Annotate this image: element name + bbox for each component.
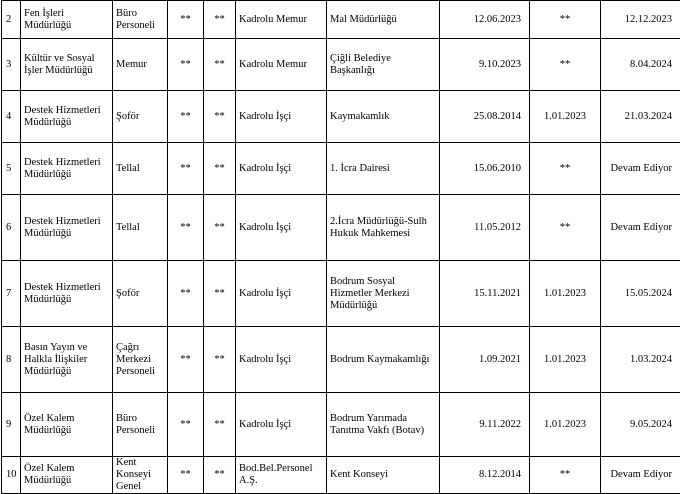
table-body	[2, 1, 680, 494]
cell-tarih2: 1.01.2023	[530, 261, 601, 327]
cell-kurum: Bodrum Kaymakamlığı	[327, 327, 440, 393]
cell-tarih2: 1.01.2023	[530, 327, 601, 393]
cell-kadro: Kadrolu Memur	[236, 1, 327, 39]
cell-tarih2: 1.01.2023	[530, 91, 601, 143]
cell-c1: **	[168, 143, 204, 195]
cell-kurum: Bodrum Sosyal Hizmetler Merkezi Müdürlüğü	[327, 261, 440, 327]
cell-bitis: Devam Ediyor	[601, 457, 680, 494]
cell-baslama: 15.06.2010	[440, 143, 530, 195]
cell-c1: **	[168, 261, 204, 327]
personnel-table	[1, 0, 680, 494]
cell-baslama: 9.11.2022	[440, 393, 530, 457]
cell-kadro: Kadrolu İşçi	[236, 261, 327, 327]
cell-tarih2: **	[530, 39, 601, 91]
cell-baslama: 8.12.2014	[440, 457, 530, 494]
cell-baslama: 12.06.2023	[440, 1, 530, 39]
cell-bitis: 21.03.2024	[601, 91, 680, 143]
cell-no: 5	[2, 143, 21, 195]
table-row	[2, 143, 680, 195]
cell-unvan: Şoför	[113, 91, 168, 143]
cell-no: 10	[2, 457, 21, 494]
cell-c1: **	[168, 393, 204, 457]
cell-unvan: Memur	[113, 39, 168, 91]
cell-c1: **	[168, 195, 204, 261]
table-row	[2, 393, 680, 457]
cell-c2: **	[204, 327, 236, 393]
cell-unvan: Şoför	[113, 261, 168, 327]
cell-c1: **	[168, 327, 204, 393]
cell-unvan: Tellal	[113, 195, 168, 261]
cell-birim: Fen İşleri Müdürlüğü	[21, 1, 113, 39]
cell-c2: **	[204, 143, 236, 195]
cell-c1: **	[168, 91, 204, 143]
cell-no: 4	[2, 91, 21, 143]
cell-kurum: Kent Konseyi	[327, 457, 440, 494]
cell-kurum: Mal Müdürlüğü	[327, 1, 440, 39]
cell-baslama: 9.10.2023	[440, 39, 530, 91]
cell-bitis: 9.05.2024	[601, 393, 680, 457]
cell-unvan: Büro Personeli	[113, 1, 168, 39]
table-row	[2, 457, 680, 494]
table-row	[2, 39, 680, 91]
cell-tarih2: **	[530, 143, 601, 195]
cell-no: 6	[2, 195, 21, 261]
cell-kadro: Kadrolu İşçi	[236, 143, 327, 195]
cell-birim: Destek Hizmetleri Müdürlüğü	[21, 143, 113, 195]
cell-tarih2: **	[530, 195, 601, 261]
cell-c1: **	[168, 39, 204, 91]
cell-kadro: Kadrolu İşçi	[236, 195, 327, 261]
cell-c2: **	[204, 195, 236, 261]
cell-kadro: Kadrolu İşçi	[236, 393, 327, 457]
cell-kurum: 1. İcra Dairesi	[327, 143, 440, 195]
cell-no: 2	[2, 1, 21, 39]
cell-c2: **	[204, 261, 236, 327]
cell-birim: Destek Hizmetleri Müdürlüğü	[21, 195, 113, 261]
table-row	[2, 195, 680, 261]
cell-tarih2: **	[530, 457, 601, 494]
cell-tarih2: **	[530, 1, 601, 39]
cell-kurum: Çiğli Belediye Başkanlığı	[327, 39, 440, 91]
cell-c2: **	[204, 457, 236, 494]
cell-birim: Özel Kalem Müdürlüğü	[21, 457, 113, 494]
cell-bitis: 15.05.2024	[601, 261, 680, 327]
cell-baslama: 1.09.2021	[440, 327, 530, 393]
cell-birim: Destek Hizmetleri Müdürlüğü	[21, 261, 113, 327]
cell-kadro: Kadrolu İşçi	[236, 91, 327, 143]
table-row	[2, 1, 680, 39]
cell-kurum: Kaymakamlık	[327, 91, 440, 143]
table-row	[2, 91, 680, 143]
cell-no: 9	[2, 393, 21, 457]
table-row	[2, 327, 680, 393]
cell-birim: Destek Hizmetleri Müdürlüğü	[21, 91, 113, 143]
cell-c2: **	[204, 393, 236, 457]
cell-bitis: 8.04.2024	[601, 39, 680, 91]
cell-c2: **	[204, 39, 236, 91]
cell-bitis: Devam Ediyor	[601, 195, 680, 261]
cell-c1: **	[168, 1, 204, 39]
cell-baslama: 25.08.2014	[440, 91, 530, 143]
cell-kadro: Kadrolu Memur	[236, 39, 327, 91]
cell-no: 7	[2, 261, 21, 327]
cell-kurum: 2.İcra Müdürlüğü-Sulh Hukuk Mahkemesi	[327, 195, 440, 261]
cell-baslama: 11.05.2012	[440, 195, 530, 261]
cell-bitis: 1.03.2024	[601, 327, 680, 393]
cell-kadro: Kadrolu İşçi	[236, 327, 327, 393]
cell-no: 8	[2, 327, 21, 393]
cell-unvan: Çağrı Merkezi Personeli	[113, 327, 168, 393]
cell-c1: **	[168, 457, 204, 494]
cell-unvan: Tellal	[113, 143, 168, 195]
cell-birim: Basın Yayın ve Halkla İlişkiler Müdürlüğü	[21, 327, 113, 393]
cell-bitis: 12.12.2023	[601, 1, 680, 39]
cell-kadro: Bod.Bel.Personel A.Ş.	[236, 457, 327, 494]
cell-birim: Özel Kalem Müdürlüğü	[21, 393, 113, 457]
cell-kurum: Bodrum Yarımada Tanıtma Vakfı (Botav)	[327, 393, 440, 457]
cell-bitis: Devam Ediyor	[601, 143, 680, 195]
cell-tarih2: 1.01.2023	[530, 393, 601, 457]
table-row	[2, 261, 680, 327]
cell-birim: Kültür ve Sosyal İşler Müdürlüğü	[21, 39, 113, 91]
cell-c2: **	[204, 91, 236, 143]
cell-unvan: Büro Personeli	[113, 393, 168, 457]
cell-no: 3	[2, 39, 21, 91]
cell-unvan: Kent Konseyi Genel	[113, 457, 168, 494]
cell-c2: **	[204, 1, 236, 39]
cell-baslama: 15.11.2021	[440, 261, 530, 327]
